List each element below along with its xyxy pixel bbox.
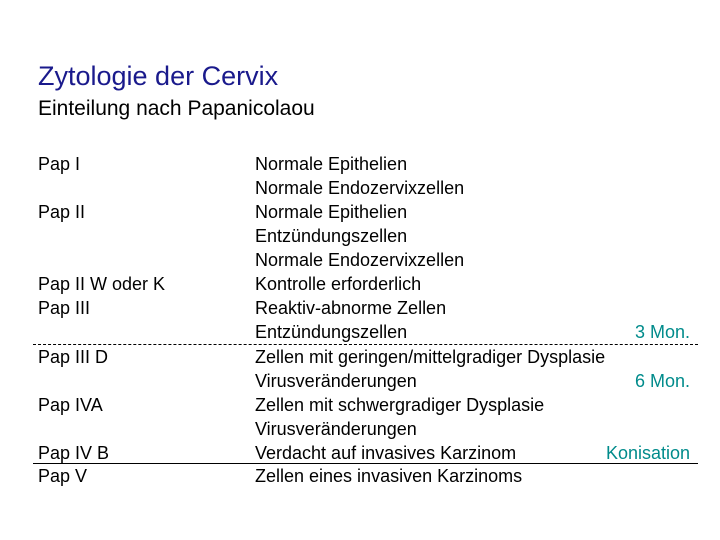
table-row — [0, 152, 720, 176]
table-row — [0, 393, 720, 417]
table-row — [0, 441, 720, 465]
table-row — [0, 320, 720, 344]
table-row — [0, 272, 720, 296]
finding-text: Virusveränderungen — [255, 371, 417, 391]
finding-text: Entzündungszellen — [255, 226, 408, 246]
finding-text: Normale Epithelien — [255, 202, 408, 222]
finding-text: Verdacht auf invasives Karzinom — [255, 443, 517, 463]
control-interval-note: 3 Mon. — [634, 322, 690, 342]
pap-class-label: Pap III — [38, 298, 91, 318]
pap-class-label: Pap IVA — [38, 395, 103, 415]
pap-class-label: Pap IV B — [38, 443, 110, 463]
table-row — [0, 296, 720, 320]
table-row — [0, 200, 720, 224]
table-row — [0, 417, 720, 441]
finding-text: Zellen eines invasiven Karzinoms — [255, 466, 523, 486]
finding-text: Normale Endozervixzellen — [255, 178, 465, 198]
control-interval-note: 6 Mon. — [634, 371, 690, 391]
table-row — [0, 248, 720, 272]
finding-text: Reaktiv-abnorme Zellen — [255, 298, 447, 318]
table-row — [0, 224, 720, 248]
table-row — [0, 369, 720, 393]
table-row — [0, 464, 720, 488]
finding-text: Virusveränderungen — [255, 419, 417, 439]
pap-class-label: Pap II W oder K — [38, 274, 166, 294]
table-row — [0, 176, 720, 200]
page-title: Zytologie der Cervix — [38, 61, 279, 91]
finding-text: Normale Endozervixzellen — [255, 250, 465, 270]
finding-text: Zellen mit schwergradiger Dysplasie — [255, 395, 545, 415]
finding-text: Entzündungszellen — [255, 322, 408, 342]
finding-text: Zellen mit geringen/mittelgradiger Dysplasie — [255, 347, 606, 367]
pap-class-label: Pap V — [38, 466, 88, 486]
table-row — [0, 345, 720, 369]
finding-text: Normale Epithelien — [255, 154, 408, 174]
finding-text: Kontrolle erforderlich — [255, 274, 422, 294]
konisation-note: Konisation — [605, 443, 690, 463]
pap-class-label: Pap I — [38, 154, 81, 174]
page-subtitle: Einteilung nach Papanicolaou — [38, 97, 315, 120]
pap-class-label: Pap III D — [38, 347, 109, 367]
pap-class-label: Pap II — [38, 202, 86, 222]
